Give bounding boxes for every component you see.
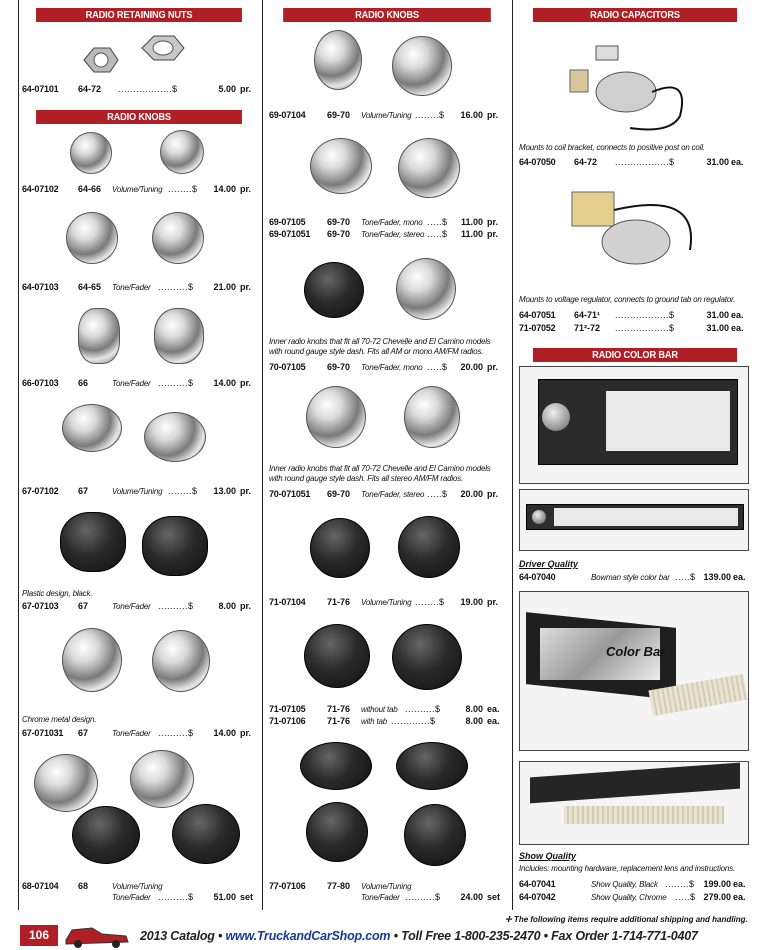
colorbar-logo: Color Bar (606, 644, 666, 659)
knob-image (404, 386, 460, 448)
knob-image (304, 624, 370, 688)
page-number: 106 (20, 925, 58, 946)
capacitor-image-1 (560, 36, 700, 136)
row-68-07104: 68-07104 68 Volume/Tuning Tone/Fader ..........$ 51.00 set (22, 881, 254, 902)
knob-image (304, 262, 364, 318)
note-show-quality: Includes: mounting hardware, replacement lens and instructions. (519, 864, 735, 873)
page-margin (0, 0, 18, 915)
footer-text: 2013 Catalog • www.TruckandCarShop.com • Toll Free 1-800-235-2470 • Fax Order 1-714-771-0407 (140, 929, 698, 943)
knob-image (62, 404, 122, 452)
knob-image (314, 30, 362, 90)
column-divider-2 (512, 0, 513, 910)
knob-image (310, 138, 372, 194)
row-77-07106: 77-07106 77-80 Volume/Tuning Tone/Fader ..........$ 24.00 set (269, 881, 501, 902)
knob-image (172, 804, 240, 864)
colorbar-photo-2 (519, 489, 749, 551)
note-capacitor-2: Mounts to voltage regulator, connects to ground tab on regulator. (519, 295, 736, 304)
knob-image (398, 516, 460, 578)
knob-image (306, 802, 368, 862)
catalog-year: 2013 Catalog (140, 929, 215, 943)
knob-image (306, 386, 366, 448)
note-capacitor-1: Mounts to coil bracket, connects to positive post on coil. (519, 143, 705, 152)
knob-image (152, 212, 204, 264)
website-link[interactable]: www.TruckandCarShop.com (225, 929, 391, 943)
retaining-nuts-image (76, 30, 196, 80)
header-radio-knobs-1: RADIO KNOBS (36, 110, 242, 124)
fax-number: Fax Order 1-714-771-0407 (551, 929, 698, 943)
knob-image (66, 212, 118, 264)
knob-image (154, 308, 204, 364)
knob-image (144, 412, 206, 462)
knob-image (300, 742, 372, 790)
knob-image (396, 742, 468, 790)
column-divider-1 (262, 0, 263, 910)
note-stereo: Inner radio knobs that fit all 70-72 Chevelle and El Camino models with round gauge style dash. Fits all stereo AM/FM radios. (269, 464, 491, 483)
knob-image (396, 258, 456, 320)
capacitor-image-2 (560, 180, 710, 280)
truck-logo-icon (62, 922, 132, 948)
knob-image (60, 512, 126, 572)
colorbar-photo-1 (519, 366, 749, 484)
knob-image (34, 754, 98, 812)
part-number: 64-07101 (22, 84, 59, 94)
note-chrome: Chrome metal design. (22, 715, 97, 724)
year-range: 64-72 (78, 84, 102, 94)
column-divider-0 (18, 0, 19, 910)
knob-image (392, 624, 462, 690)
knob-image (404, 804, 466, 866)
knob-image (152, 630, 210, 692)
colorbar-photo-3 (519, 591, 749, 751)
toll-free-number: Toll Free 1-800-235-2470 (401, 929, 541, 943)
knob-image (70, 132, 112, 174)
knob-image (160, 130, 204, 174)
colorbar-photo-4 (519, 761, 749, 845)
knob-image (72, 806, 140, 864)
header-radio-capacitors: RADIO CAPACITORS (533, 8, 737, 22)
note-mono: Inner radio knobs that fit all 70-72 Chevelle and El Camino models with round gauge style dash. Fits all AM or mono AM/FM radios. (269, 337, 491, 356)
unit: pr. (240, 84, 252, 94)
knob-image (310, 518, 370, 578)
header-radio-color-bar: RADIO COLOR BAR (533, 348, 737, 362)
knob-image (398, 138, 460, 198)
show-quality-title: Show Quality (519, 851, 577, 861)
knob-image (392, 36, 452, 96)
knob-image (78, 308, 120, 364)
knob-image (142, 516, 208, 576)
driver-quality-title: Driver Quality (519, 559, 579, 569)
header-radio-knobs-2: RADIO KNOBS (283, 8, 491, 22)
knob-image (130, 750, 194, 808)
knob-image (62, 628, 122, 692)
shipping-note: ✛ The following items require additional shipping and handling. (505, 915, 748, 924)
header-radio-retaining-nuts: RADIO RETAINING NUTS (36, 8, 242, 22)
price: 5.00 (218, 84, 236, 94)
note-plastic: Plastic design, black. (22, 589, 93, 598)
